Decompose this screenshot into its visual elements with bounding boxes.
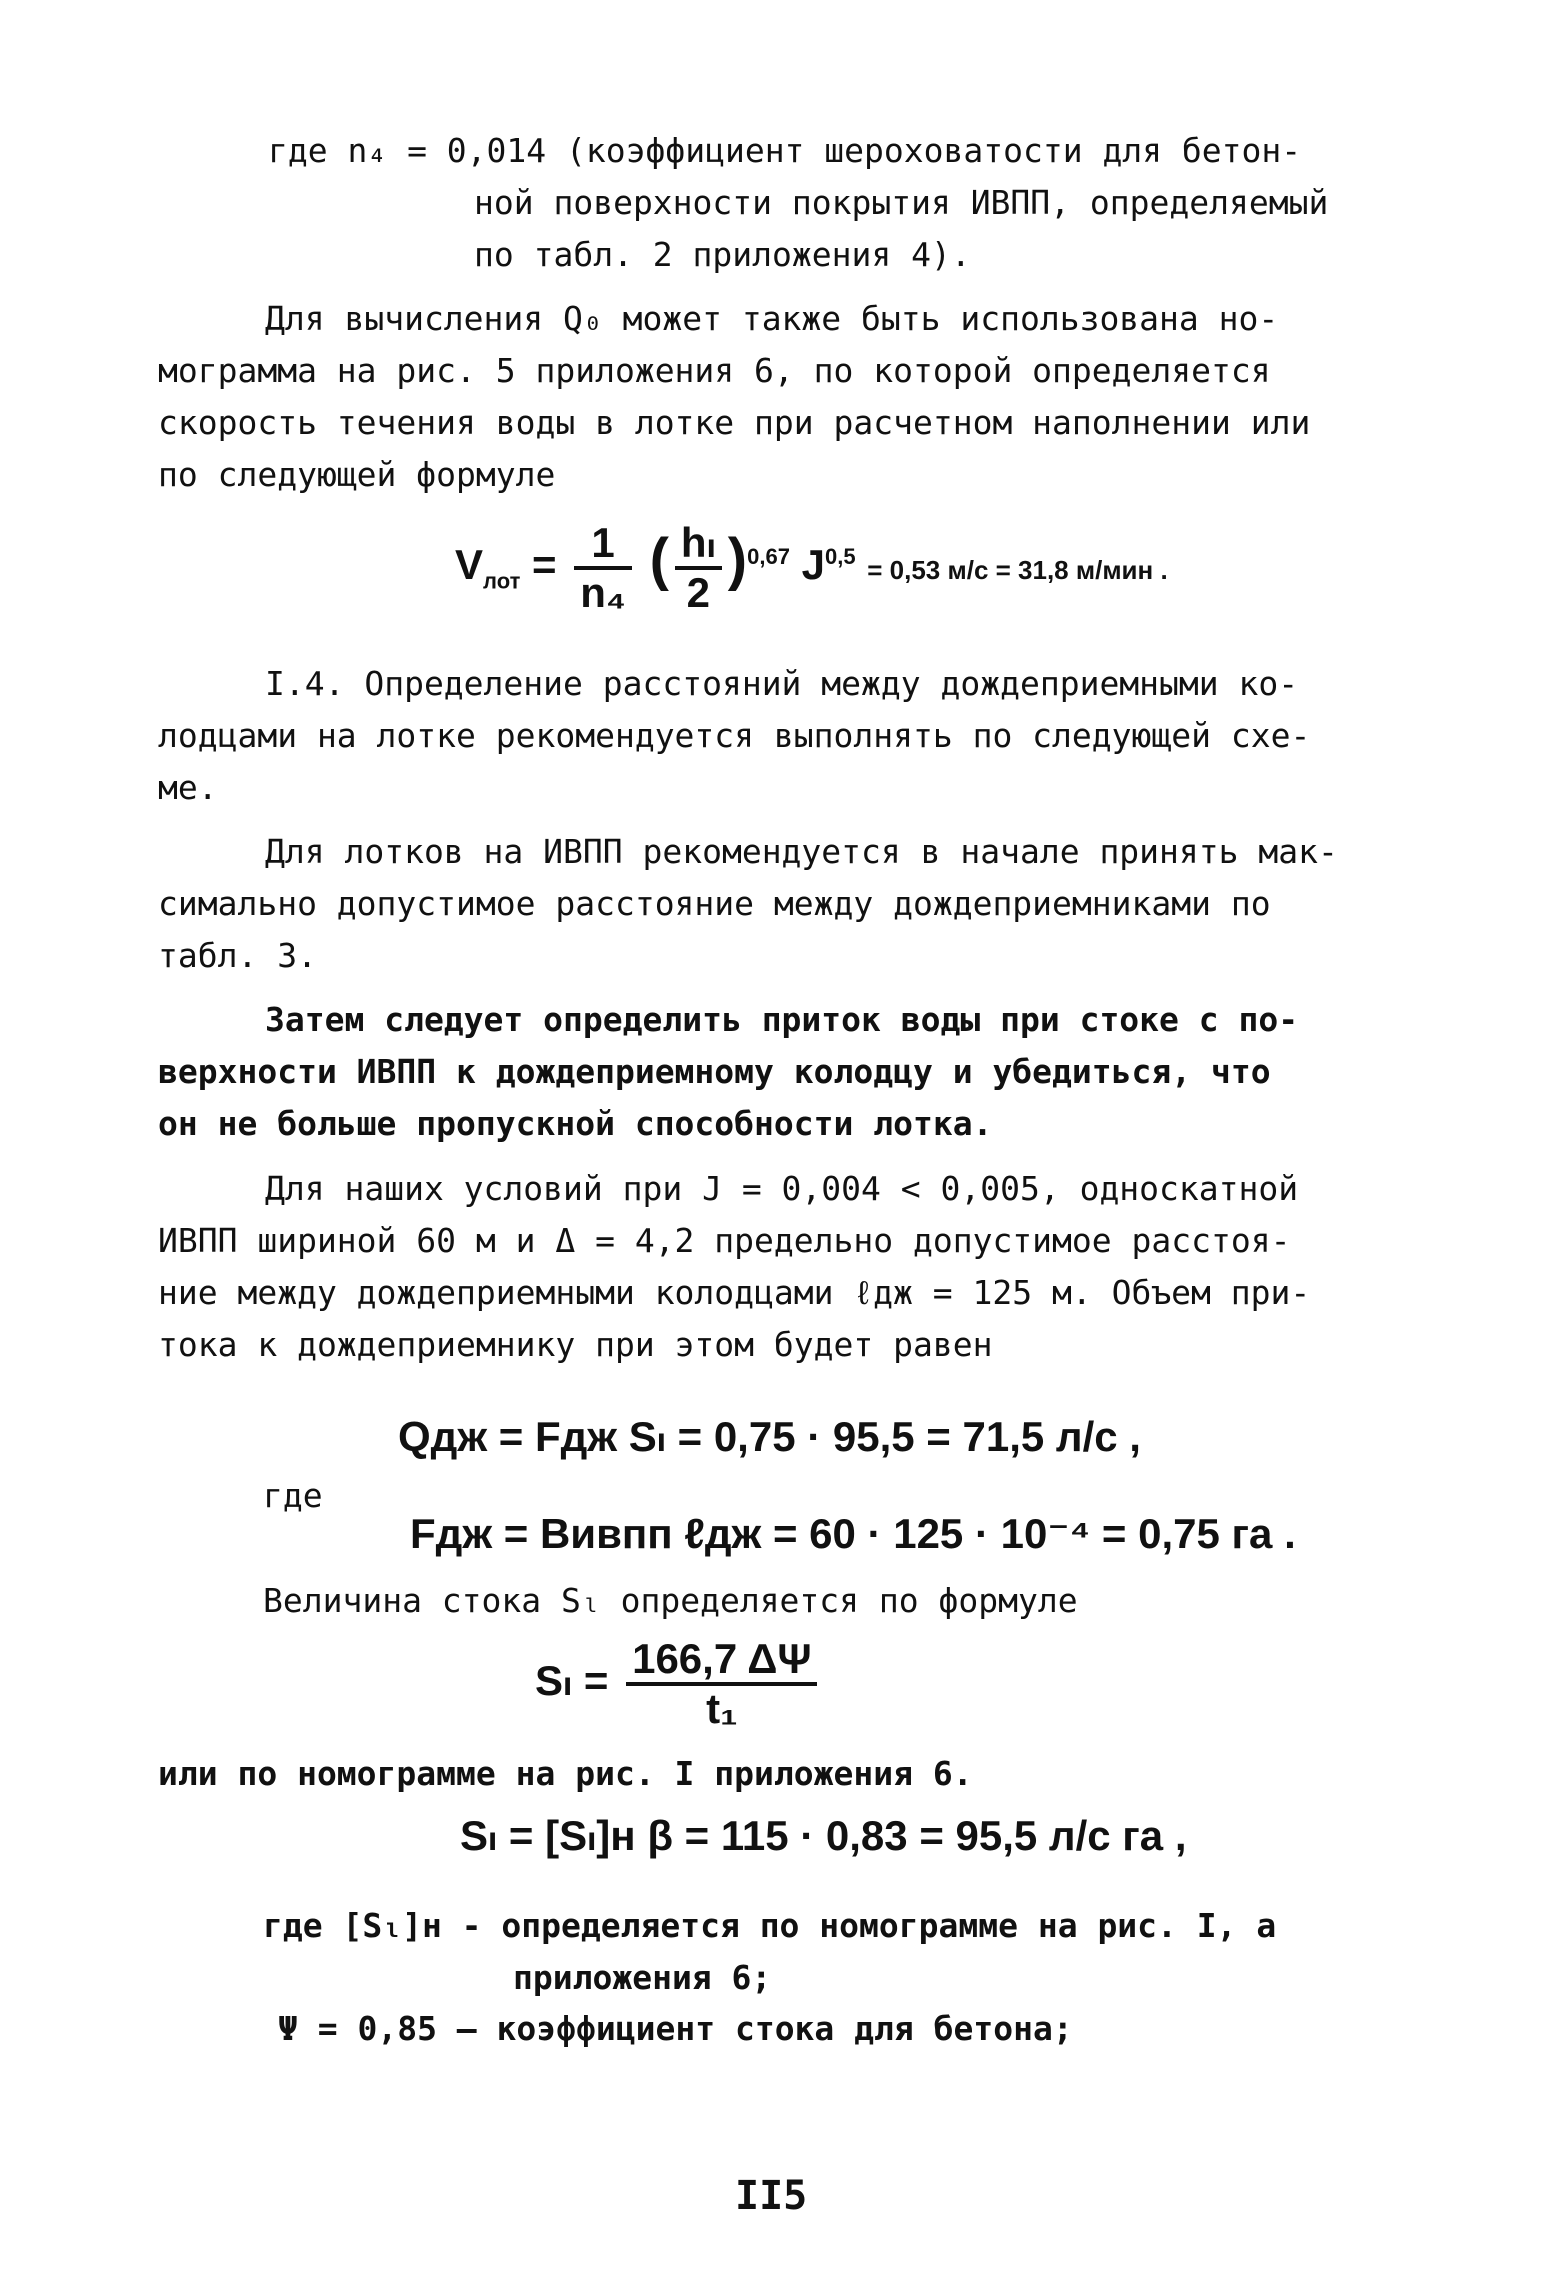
text-line: лодцами на лотке рекомендуется выполнять по следующей схе-	[158, 716, 1311, 755]
paragraph-q0	[158, 293, 1310, 501]
formula-text: Sₗ = [Sₗ]н β = 115 · 0,83 = 95,5 л/с га ,	[460, 1812, 1187, 1859]
text-line: Затем следует определить приток воды при стоке с по-	[265, 1000, 1299, 1039]
text-line: ИВПП шириной 60 м и Δ = 4,2 предельно допустимое расстоя-	[158, 1221, 1291, 1260]
text-line: где [Sₗ]н - определяется по номограмме на рис. I, а	[263, 1906, 1277, 1945]
text-line: где	[263, 1476, 323, 1515]
text-line: ние между дождеприемными колодцами ℓдж = 125 м. Объем при-	[158, 1273, 1311, 1312]
formula-lhs: Sₗ =	[535, 1657, 609, 1705]
formula-inflow	[398, 1413, 1141, 1460]
formula-result: = 0,53 м/с = 31,8 м/мин .	[867, 555, 1168, 586]
paragraph-1-4	[158, 658, 1310, 814]
formula-runoff-value	[460, 1812, 1187, 1859]
fraction-denominator: 2	[686, 569, 711, 616]
paragraph-then	[158, 994, 1298, 1150]
paragraph-nomogram	[158, 1748, 973, 1800]
exponent: 0,5	[824, 544, 856, 570]
text-line: ной поверхности покрытия ИВПП, определяемый	[474, 183, 1329, 222]
text-line: по следующей формуле	[158, 455, 556, 494]
paragraph-runoff	[263, 1575, 1078, 1627]
text-line: верхности ИВПП к дождеприемному колодцу и убедиться, что	[158, 1052, 1271, 1091]
formula-catchment-area	[410, 1510, 1296, 1557]
text-line: Для вычисления Q₀ может также быть использована но-	[265, 299, 1279, 338]
where-n-definition	[268, 125, 1328, 281]
text-line: по табл. 2 приложения 4).	[474, 235, 971, 274]
page-number	[735, 2170, 807, 2222]
text-line: Для лотков на ИВПП рекомендуется в начале принять мак-	[265, 832, 1338, 871]
formula-velocity: $V_{лот}$ = $\frac{1}{\text{n₄}}$ ( $\frac{\text{hₗ}}{2}$ )$^{0,67}$ J$^{0,5}$ = 0,53 м/с = 31,8 м/мин .	[455, 519, 1168, 616]
exponent: 0,67	[747, 544, 790, 570]
formula-text: Fдж = Bивпп ℓдж = 60 · 125 · 10⁻⁴ = 0,75 га .	[410, 1510, 1296, 1557]
fraction-numerator: 1	[574, 522, 632, 570]
formula-lhs: V	[455, 541, 484, 589]
fraction-denominator: n₄	[580, 569, 626, 616]
where-s-definition	[263, 1900, 1276, 2004]
formula-symbol: J	[801, 541, 825, 589]
fraction-numerator: 166,7 ΔΨ	[626, 1638, 817, 1686]
text-line: скорость течения воды в лотке при расчетном наполнении или	[158, 403, 1311, 442]
text-line: мограмма на рис. 5 приложения 6, по которой определяется	[158, 351, 1271, 390]
fraction	[574, 519, 632, 616]
text-line: I.4. Определение расстояний между дождеприемными ко-	[265, 664, 1299, 703]
text-line: Ψ = 0,85 – коэффициент стока для бетона;	[278, 2009, 1073, 2048]
paragraph-trays	[158, 826, 1338, 982]
text-line: приложения 6;	[513, 1958, 772, 1997]
text-line: симально допустимое расстояние между дождеприемниками по	[158, 884, 1271, 923]
formula-runoff	[535, 1635, 823, 1732]
text-line: или по номограмме на рис. I приложения 6.	[158, 1754, 973, 1793]
paragraph-conditions	[158, 1163, 1310, 1371]
formula-subscript: лот	[483, 568, 521, 594]
fraction	[626, 1635, 817, 1732]
fraction-inner	[675, 519, 722, 616]
page-number-text: II5	[735, 2173, 808, 2219]
formula-text: Qдж = Fдж Sₗ = 0,75 · 95,5 = 71,5 л/с ,	[398, 1413, 1141, 1460]
fraction-denominator: t₁	[706, 1685, 738, 1732]
text-line: табл. 3.	[158, 936, 317, 975]
text-line: где n₄ = 0,014 (коэффициент шероховатости для бетон-	[268, 131, 1302, 170]
text-line: ме.	[158, 768, 218, 807]
text-line: он не больше пропускной способности лотка.	[158, 1104, 993, 1143]
fraction-numerator: hₗ	[675, 522, 722, 570]
text-line: тока к дождеприемнику при этом будет равен	[158, 1325, 993, 1364]
where-label	[263, 1470, 323, 1522]
psi-definition	[278, 2003, 1073, 2055]
text-line: Для наших условий при J = 0,004 < 0,005, односкатной	[265, 1169, 1299, 1208]
text-line: Величина стока Sₗ определяется по формуле	[263, 1581, 1078, 1620]
